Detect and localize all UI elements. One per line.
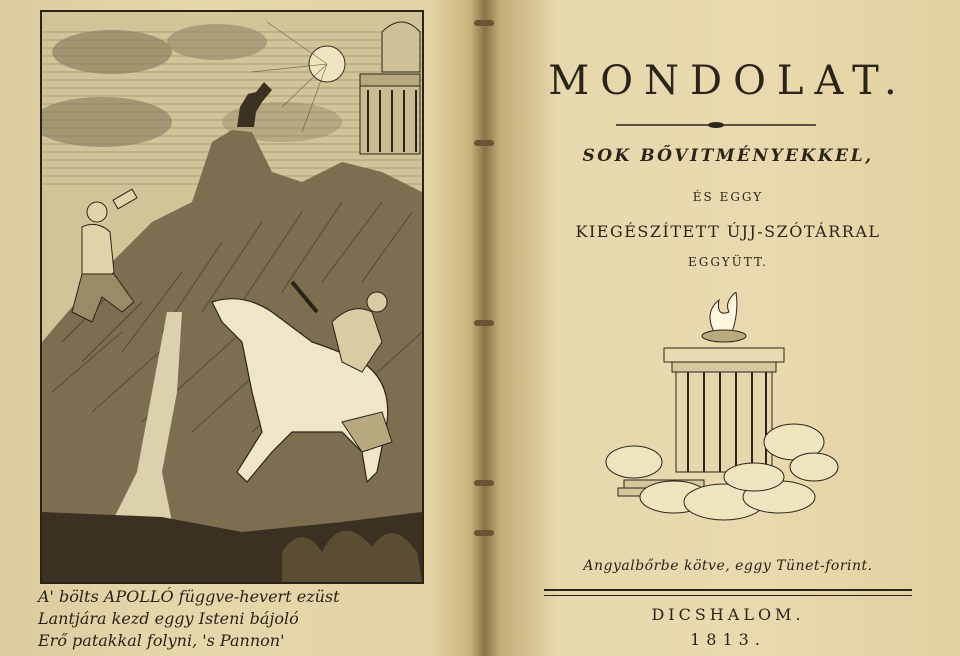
- caption-line: A' bölts APOLLÓ függve-hevert ezüst: [38, 587, 340, 606]
- altar-emblem: [604, 292, 844, 532]
- subtitle-line-3: KIEGÉSZÍTETT ÚJJ-SZÓTÁRRAL: [575, 222, 881, 241]
- book-spine: [468, 0, 498, 656]
- publication-place: DICSHALOM.: [651, 605, 805, 624]
- book-title: MONDOLAT.: [548, 58, 908, 104]
- publication-year: 1813.: [690, 630, 766, 649]
- binding-stitch: [474, 20, 494, 26]
- subtitle-line-2: ÉS EGGY: [692, 190, 764, 204]
- engraving-caption: [38, 586, 458, 652]
- caption-line: Erő patakkal folyni, 's Pannon': [38, 631, 285, 650]
- divider-rule: [544, 589, 912, 596]
- binding-stitch: [474, 320, 494, 326]
- caption-line: Lantjára kezd eggy Isteni bájoló: [38, 609, 299, 628]
- subtitle-line-4: EGGYÜTT.: [687, 255, 769, 269]
- binding-stitch: [474, 530, 494, 536]
- title-page: [496, 0, 960, 656]
- subtitle-line-1: SOK BŐVITMÉNYEKKEL,: [582, 146, 874, 166]
- frontispiece-engraving: [40, 10, 424, 584]
- ornamental-rule: [616, 122, 816, 128]
- price-line: Angyalbőrbe kötve, eggy Tünet-forint.: [583, 558, 873, 574]
- binding-stitch: [474, 140, 494, 146]
- binding-stitch: [474, 480, 494, 486]
